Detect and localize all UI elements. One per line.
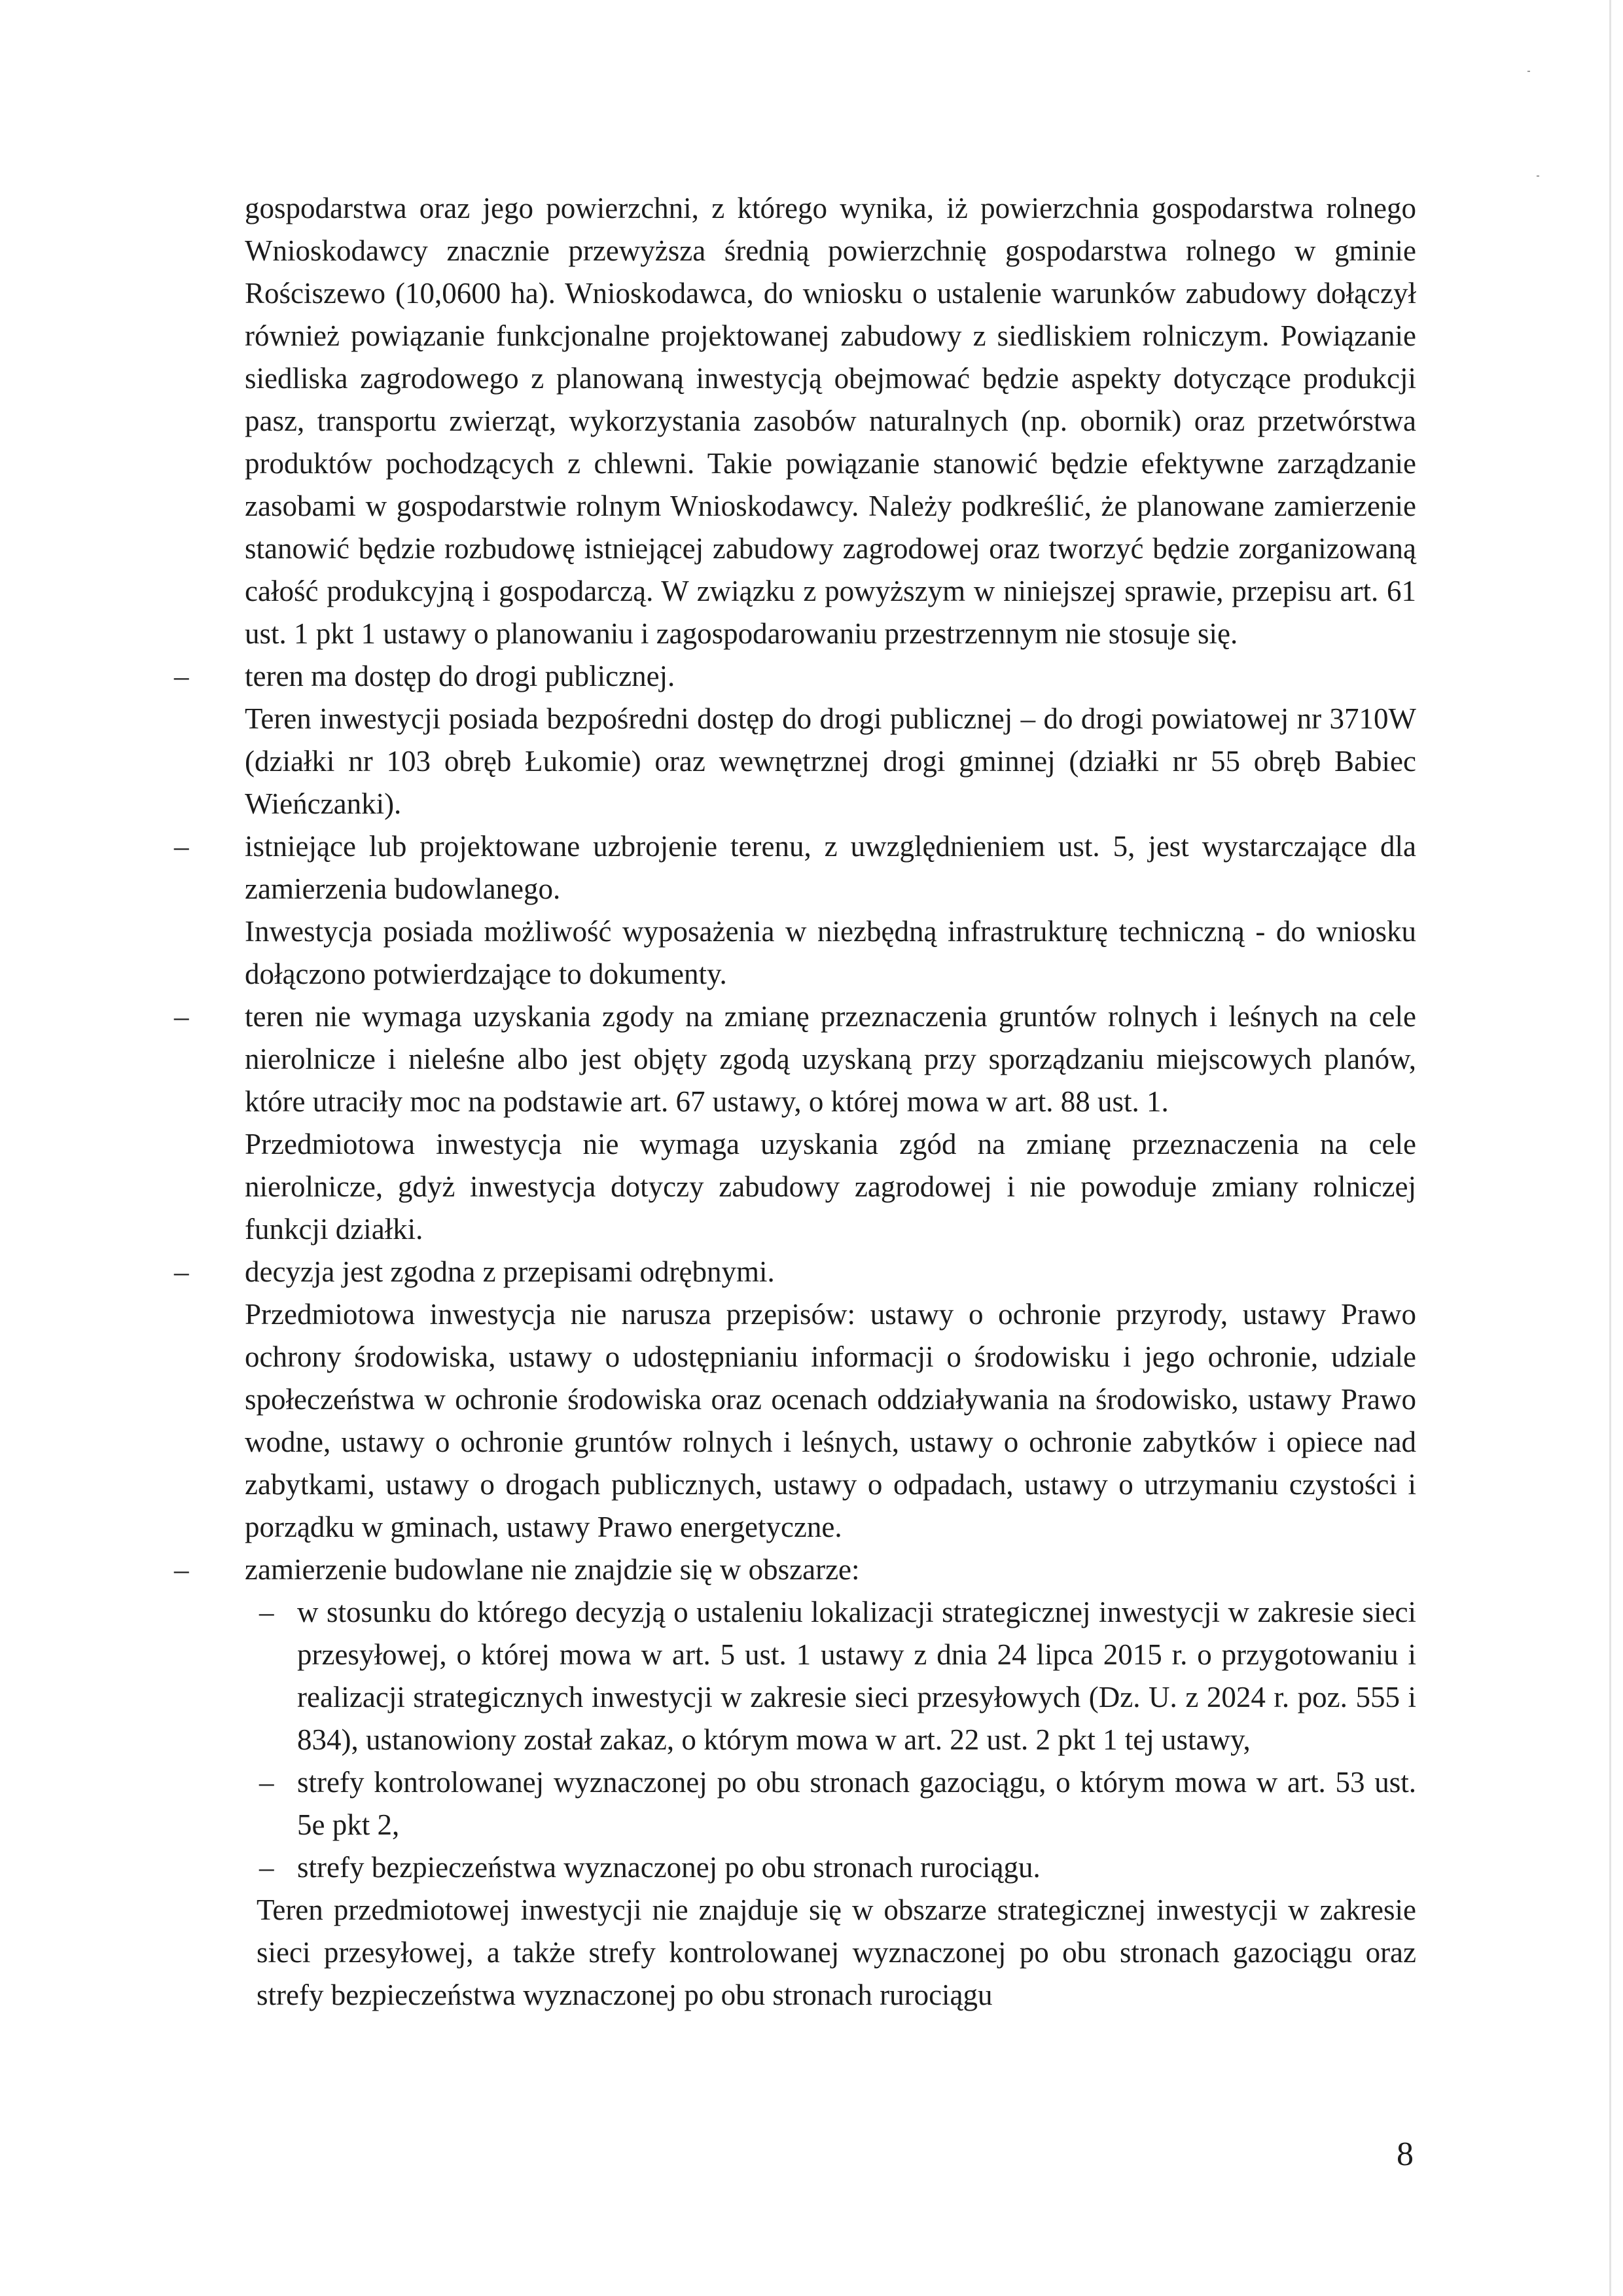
sub-list-item (259, 1761, 1416, 1846)
condition-item (174, 1549, 1416, 2017)
condition-explanation: Inwestycja posiada możliwość wyposażenia w niezbędną infrastrukturę techniczną - do wniosku dołączono potwierdzające to dokumenty. (245, 915, 1416, 990)
condition-explanation: Teren inwestycji posiada bezpośredni dostęp do drogi publicznej – do drogi powiatowej nr 3710W (działki nr 103 obręb Łukomie) oraz wewnętrznej drogi gminnej (działki nr 55 obręb Babiec Wieńczanki). (245, 702, 1416, 820)
condition-item (174, 655, 1416, 825)
dash-bullet: – (174, 1000, 189, 1033)
sub-item-text: strefy kontrolowanej wyznaczonej po obu stronach gazociągu, o którym mowa w art. 53 ust. 5e pkt 2, (297, 1766, 1416, 1841)
dash-bullet: – (174, 830, 189, 863)
dash-bullet: – (259, 1851, 274, 1884)
condition-explanation: Przedmiotowa inwestycja nie wymaga uzyskania zgód na zmianę przeznaczenia na cele nierolnicze, gdyż inwestycja dotyczy zabudowy zagrodowej i nie powoduje zmiany rolniczej funkcji działki. (245, 1128, 1416, 1246)
sub-item-text: strefy bezpieczeństwa wyznaczonej po obu stronach rurociągu. (297, 1851, 1041, 1884)
condition-text: teren ma dostęp do drogi publicznej. (245, 660, 675, 692)
scan-edge (1609, 0, 1611, 2296)
condition-item (174, 825, 1416, 996)
condition-item (174, 1251, 1416, 1549)
condition-explanation: Teren przedmiotowej inwestycji nie znajduje się w obszarze strategicznej inwestycji w zakresie sieci przesyłowej, a także strefy kontrolowanej wyznaczonej po obu stronach gazociągu oraz strefy bezpieczeństwa wyznaczonej po obu stronach rurociągu (257, 1893, 1416, 2011)
document-body (174, 187, 1416, 2017)
condition-text: decyzja jest zgodna z przepisami odrębnymi. (245, 1255, 775, 1288)
sub-list-item (259, 1591, 1416, 1761)
dash-bullet: – (259, 1766, 274, 1799)
scan-speck (1537, 175, 1539, 177)
scan-speck (1527, 71, 1530, 72)
sub-list (245, 1591, 1416, 1889)
sub-item-text: w stosunku do którego decyzją o ustaleniu lokalizacji strategicznej inwestycji w zakresie sieci przesyłowej, o której mowa w art. 5 ust. 1 ustawy z dnia 24 lipca 2015 r. o przygotowaniu i realizacji strategicznych inwestycji w zakresie sieci przesyłowych (Dz. U. z 2024 r. poz. 555 i 834), ustanowiony został zakaz, o którym mowa w art. 22 ust. 2 pkt 1 tej ustawy, (297, 1596, 1416, 1756)
dash-bullet: – (259, 1596, 274, 1628)
dash-bullet: – (174, 660, 189, 692)
dash-bullet: – (174, 1255, 189, 1288)
condition-item (174, 996, 1416, 1251)
page-number: 8 (1397, 2136, 1414, 2173)
condition-text: teren nie wymaga uzyskania zgody na zmianę przeznaczenia gruntów rolnych i leśnych na cele nierolnicze i nieleśne albo jest objęty zgodą uzyskaną przy sporządzaniu miejscowych planów, które utraciły moc na podstawie art. 67 ustawy, o której mowa w art. 88 ust. 1. (245, 1000, 1416, 1118)
condition-text: istniejące lub projektowane uzbrojenie terenu, z uwzględnieniem ust. 5, jest wystarczające dla zamierzenia budowlanego. (245, 830, 1416, 905)
condition-explanation: Przedmiotowa inwestycja nie narusza przepisów: ustawy o ochronie przyrody, ustawy Prawo ochrony środowiska, ustawy o udostępnianiu informacji o środowisku i jego ochronie, udziale społeczeństwa w ochronie środowiska oraz ocenach oddziaływania na środowisko, ustawy Prawo wodne, ustawy o ochronie gruntów rolnych i leśnych, ustawy o ochronie zabytków i opiece nad zabytkami, ustawy o drogach publicznych, ustawy o odpadach, ustawy o utrzymaniu czystości i porządku w gminach, ustawy Prawo energetyczne. (245, 1298, 1416, 1543)
dash-bullet: – (174, 1553, 189, 1586)
intro-paragraph: gospodarstwa oraz jego powierzchni, z którego wynika, iż powierzchnia gospodarstwa rolnego Wnioskodawcy znacznie przewyższa średnią powierzchnię gospodarstwa rolnego w gminie Rościszewo (10,0600 ha). Wnioskodawca, do wniosku o ustalenie warunków zabudowy dołączył również powiązanie funkcjonalne projektowanej zabudowy z siedliskiem rolniczym. Powiązanie siedliska zagrodowego z planowaną inwestycją obejmować będzie aspekty dotyczące produkcji pasz, transportu zwierząt, wykorzystania zasobów naturalnych (np. obornik) oraz przetwórstwa produktów pochodzących z chlewni. Takie powiązanie stanowić będzie efektywne zarządzanie zasobami w gospodarstwie rolnym Wnioskodawcy. Należy podkreślić, że planowane zamierzenie stanowić będzie rozbudowę istniejącej zabudowy zagrodowej oraz tworzyć będzie zorganizowaną całość produkcyjną i gospodarczą. W związku z powyższym w niniejszej sprawie, przepisu art. 61 ust. 1 pkt 1 ustawy o planowaniu i zagospodarowaniu przestrzennym nie stosuje się. (245, 192, 1416, 650)
sub-list-item (259, 1846, 1416, 1889)
condition-text: zamierzenie budowlane nie znajdzie się w obszarze: (245, 1553, 860, 1586)
